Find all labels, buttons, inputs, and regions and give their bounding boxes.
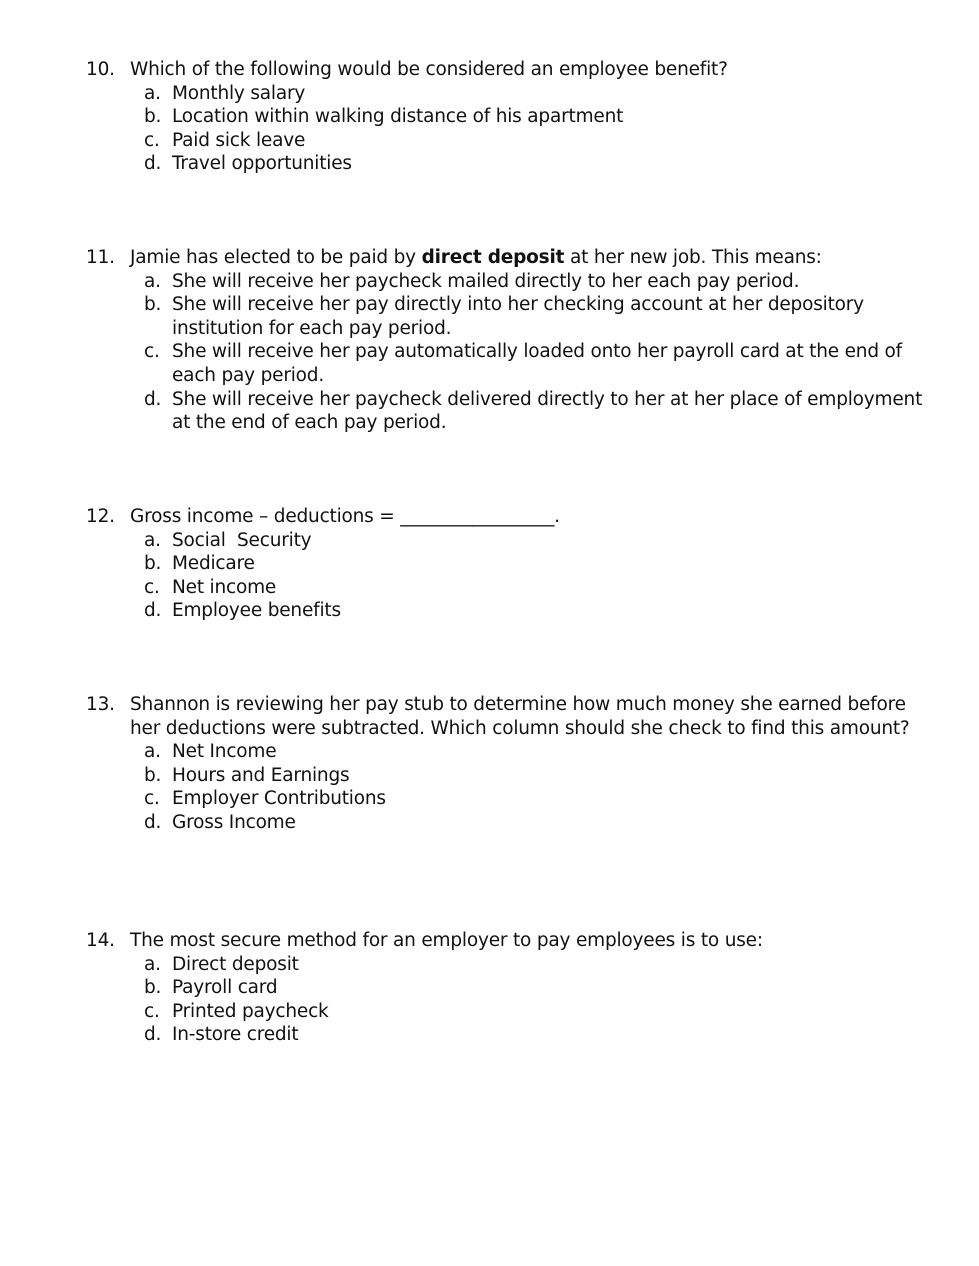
choice-letter: b. (144, 553, 162, 575)
choice-b (86, 764, 926, 788)
choice-c (86, 576, 926, 600)
choice-a (86, 529, 926, 553)
choice-text: Direct deposit (172, 953, 299, 975)
choice-letter: a. (144, 529, 161, 551)
question-14 (86, 929, 926, 1047)
choice-letter: c. (144, 1000, 160, 1022)
choice-letter: b. (144, 106, 162, 128)
choice-letter: b. (144, 294, 162, 316)
choice-letter: a. (144, 82, 161, 104)
choice-text: Gross Income (172, 811, 296, 833)
choice-d (86, 152, 926, 176)
question-text: The most secure method for an employer to pay employees is to use: (130, 930, 763, 951)
question-text: Gross income – deductions = _________________. (130, 506, 560, 527)
choice-list (86, 270, 926, 435)
question-13 (86, 693, 926, 835)
choice-text: Monthly salary (172, 82, 306, 104)
choice-d (86, 811, 926, 835)
choice-text: Social Security (172, 529, 312, 551)
choice-letter: d. (144, 153, 162, 175)
question-number: 11. (86, 247, 115, 268)
choice-text: Hours and Earnings (172, 764, 350, 786)
choice-c (86, 1000, 926, 1024)
choice-text: She will receive her pay automatically loaded onto her payroll card at the end of each pay period. (172, 341, 902, 386)
choice-b (86, 976, 926, 1000)
question-stem (86, 58, 926, 82)
choice-text: She will receive her pay directly into her checking account at her depository institution for each pay period. (172, 294, 864, 339)
choice-text: She will receive her paycheck mailed directly to her each pay period. (172, 270, 800, 292)
choice-d (86, 599, 926, 623)
choice-b (86, 105, 926, 129)
choice-d (86, 388, 926, 435)
choice-c (86, 129, 926, 153)
choice-a (86, 270, 926, 294)
choice-letter: b. (144, 764, 162, 786)
choice-text: She will receive her paycheck delivered directly to her at her place of employment at the end of each pay period. (172, 388, 923, 434)
question-stem (86, 505, 926, 529)
choice-c (86, 787, 926, 811)
choice-d (86, 1023, 926, 1047)
key-term: direct deposit (421, 247, 565, 268)
choice-c (86, 340, 926, 387)
choice-text: Payroll card (172, 977, 278, 999)
question-stem (86, 693, 926, 740)
choice-letter: c. (144, 341, 160, 363)
choice-a (86, 953, 926, 977)
question-11 (86, 246, 926, 435)
question-text: Shannon is reviewing her pay stub to determine how much money she earned before her deductions were subtracted. Which column should she check to find this amount? (130, 694, 910, 739)
choice-letter: b. (144, 977, 162, 999)
choice-text: In-store credit (172, 1024, 299, 1046)
choice-a (86, 740, 926, 764)
choice-text: Medicare (172, 553, 255, 575)
choice-list (86, 740, 926, 834)
question-stem (86, 929, 926, 953)
choice-letter: d. (144, 600, 162, 622)
choice-text: Printed paycheck (172, 1000, 329, 1022)
question-text: Which of the following would be considered an employee benefit? (130, 59, 728, 80)
question-stem (86, 246, 926, 270)
choice-letter: c. (144, 788, 160, 810)
choice-letter: a. (144, 741, 161, 763)
choice-text: Employer Contributions (172, 788, 386, 810)
choice-text: Travel opportunities (172, 153, 352, 175)
choice-text: Location within walking distance of his apartment (172, 106, 624, 128)
question-number: 12. (86, 506, 115, 527)
choice-list (86, 953, 926, 1047)
question-number: 10. (86, 59, 115, 80)
question-number: 14. (86, 930, 115, 951)
choice-b (86, 552, 926, 576)
choice-letter: d. (144, 388, 162, 410)
choice-list (86, 529, 926, 623)
choice-text: Paid sick leave (172, 129, 306, 151)
choice-list (86, 82, 926, 176)
choice-letter: a. (144, 270, 161, 292)
choice-text: Net income (172, 576, 277, 598)
question-text: Jamie has elected to be paid by (130, 247, 422, 268)
choice-letter: a. (144, 953, 161, 975)
question-10 (86, 58, 926, 176)
choice-a (86, 82, 926, 106)
question-number: 13. (86, 694, 115, 715)
choice-letter: d. (144, 1024, 162, 1046)
choice-letter: c. (144, 576, 160, 598)
choice-b (86, 293, 926, 340)
choice-letter: d. (144, 811, 162, 833)
choice-text: Employee benefits (172, 600, 341, 622)
question-text-rest: at her new job. This means: (564, 247, 822, 268)
choice-text: Net Income (172, 741, 277, 763)
choice-letter: c. (144, 129, 160, 151)
question-12 (86, 505, 926, 623)
